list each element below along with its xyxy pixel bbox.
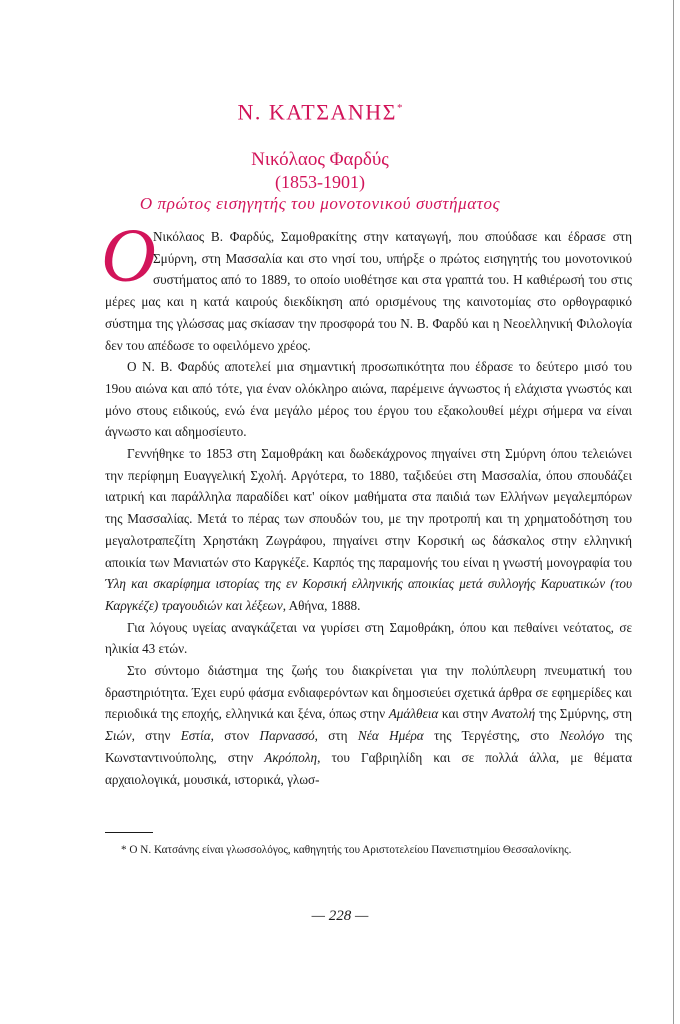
p5-text-5: , στον: [210, 728, 260, 744]
periodical-parnassos: Παρνασσό: [259, 728, 315, 744]
author-footnote-mark: *: [396, 102, 403, 114]
p5-text-7: της Τεργέστης, στο: [423, 728, 560, 744]
p5-text-2: και στην: [438, 706, 492, 722]
paragraph-3-text-b: , Αθήνα, 1888.: [282, 597, 361, 613]
p5-text-9: , του Γαβριηλίδη και σε πολλά άλλα, με θέματα αρχαιολογικά, μουσικά, ιστορικά, γλωσ-: [105, 749, 632, 787]
monograph-title: Ύλη και σκαρίφημα ιστορίας της εν Κορσική ελληνικής αποικίας μετά συλλογής Καρυατικών (του Καργκέζε) τραγουδιών και λέξεων: [105, 576, 632, 613]
periodical-akropoli: Ακρόπολη: [264, 749, 318, 765]
paragraph-4: Για λόγους υγείας αναγκάζεται να γυρίσει στη Σαμοθράκη, όπου και πεθαίνει νεότατος, σε ηλικία 43 ετών.: [105, 619, 632, 657]
footnote-divider: [105, 832, 153, 833]
footnote: * Ο Ν. Κατσάνης είναι γλωσσολόγος, καθηγητής του Αριστοτελείου Πανεπιστημίου Θεσσαλονίκης.: [121, 844, 572, 856]
paragraph-3: [105, 443, 632, 617]
drop-cap: Ο: [101, 214, 156, 298]
paragraph-1-text: Νικόλαος Β. Φαρδύς, Σαμοθρακίτης στην καταγωγή, που σπούδασε και έδρασε στη Σμύρνη, στη Μασσαλία και στο νησί του, υπήρξε ο πρώτος εισηγητής του μονοτονικού συστήματος από το 1889, το οποίο υιοθέτησε και στα γραπτά του. Η καθιέρωσή του στις μέρες μας και η κατά καιρούς διεκδίκηση από ορισμένους της καινοτομίας στο ορθογραφικό σύστημα της γλώσσας μας σκίασαν την προσφορά του Ν. Β. Φαρδύ και η Νεοελληνική Φιλολογία δεν του απέδωσε το οφειλόμενο χρέος.: [105, 229, 632, 353]
p5-text-4: , στην: [131, 728, 181, 744]
article-title: Νικόλαος Φαρδύς: [251, 149, 389, 171]
periodical-nea-imera: Νέα Ημέρα: [357, 728, 424, 744]
p5-text-8: της Κωνσταντινούπολης, στην: [105, 728, 633, 765]
periodical-sion: Σιών: [105, 728, 132, 744]
author-name: [100, 95, 540, 125]
periodical-neologos: Νεολόγο: [559, 728, 605, 744]
p5-text-3: της Σμύρνης, στη: [535, 706, 632, 722]
article-body: [101, 214, 633, 790]
paragraph-3-text-a: Γεννήθηκε το 1853 στη Σαμοθράκη και δωδεκάχρονος πηγαίνει στη Σμύρνη όπου τελειώνει την περίφημη Ευαγγελική Σχολή. Αργότερα, το 1880, ταξιδεύει στη Μασσαλία, όπου σπουδάζει ιατρική και παράλληλα παραδίδει κατ' οίκον μαθήματα στα παιδιά των Ελλήνων μεγαλεμπόρων της Μασσαλίας. Μετά το πέρας των σπουδών του, με την προτροπή και τη χρηματοδότηση του μεγαλοτραπεζίτη Χρηστάκη Ζωγράφου, πηγαίνει στην Κορσική ως δάσκαλος στην ελληνική αποικία των Μανιατών στο Καργκέζε. Καρπός της παραμονής του είναι η γνωστή μονογραφία του: [105, 446, 632, 570]
p5-text-1: Στο σύντομο διάστημα της ζωής του διακρίνεται για την πολύπλευρη πνευματική του δραστηριότητα. Έχει ευρύ φάσμα ενδιαφερόντων και δημοσιεύει σχετικά άρθρα σε εφημερίδες και περιοδικά της εποχής, ελληνικά και ξένα, όπως στην: [105, 663, 632, 722]
paragraph-5: [105, 660, 632, 790]
p5-text-6: , στη: [314, 728, 358, 744]
periodical-amaltheia: Αμάλθεια: [388, 706, 439, 722]
periodical-estia: Εστία: [180, 728, 211, 744]
periodical-anatoli: Ανατολή: [491, 706, 536, 722]
page-edge-line: [673, 0, 674, 1024]
paragraph-1: [101, 214, 632, 356]
article-subtitle: Ο πρώτος εισηγητής του μονοτονικού συστήματος: [139, 194, 501, 214]
author-name-text: Ν. ΚΑΤΣΑΝΗΣ: [237, 99, 397, 125]
article-header: [100, 95, 540, 215]
paragraph-2: Ο Ν. Β. Φαρδύς αποτελεί μια σημαντική προσωπικότητα που έδρασε το δεύτερο μισό του 19ου αιώνα και από τότε, για έναν ολόκληρο αιώνα, παρέμεινε άγνωστος ή ελάχιστα γνωστός και μόνο στους ειδικούς, ενώ ένα μεγάλο μέρος του έργου του εξακολουθεί μέχρι σήμερα να είναι άγνωστο και αδημοσίευτο.: [105, 359, 632, 440]
article-dates: (1853-1901): [275, 172, 365, 193]
page-number: — 228 —: [311, 908, 369, 924]
